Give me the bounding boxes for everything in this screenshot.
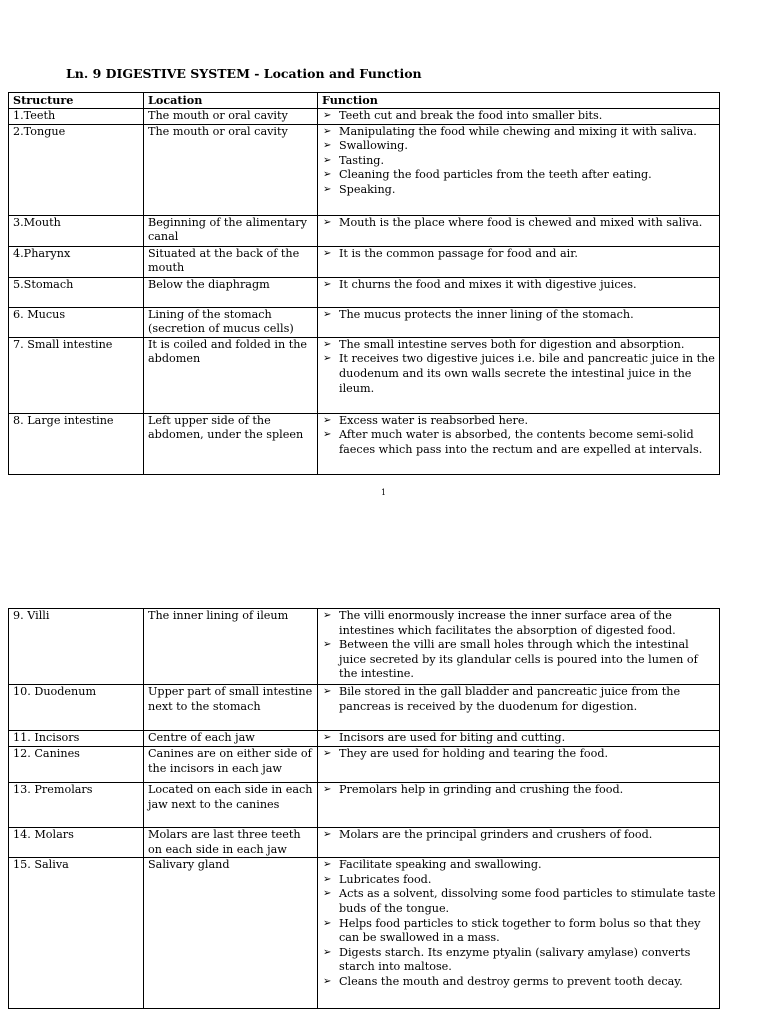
function-item: ➢ They are used for holding and tearing the food.	[322, 747, 716, 762]
location-cell: Canines are on either side of the incisors in each jaw	[144, 747, 318, 783]
table-row	[9, 747, 720, 783]
structure-table-2	[8, 608, 720, 1009]
structure-cell: 9. Villi	[9, 609, 144, 685]
function-cell	[318, 108, 720, 124]
structure-cell: 7. Small intestine	[9, 337, 144, 413]
function-item: ➢ It is the common passage for food and air.	[322, 247, 716, 262]
function-cell	[318, 215, 720, 246]
function-cell	[318, 858, 720, 1009]
location-cell: Left upper side of the abdomen, under the spleen	[144, 413, 318, 474]
location-cell: Lining of the stomach (secretion of mucus cells)	[144, 307, 318, 337]
function-item: ➢ Teeth cut and break the food into smaller bits.	[322, 109, 716, 124]
function-item: ➢ The villi enormously increase the inner surface area of the intestines which facilitates the absorption of digested food.	[322, 609, 716, 638]
function-item: ➢ Speaking.	[322, 183, 716, 198]
function-item: ➢ After much water is absorbed, the contents become semi-solid faeces which pass into the rectum and are expelled at intervals.	[322, 428, 716, 457]
location-cell: The mouth or oral cavity	[144, 124, 318, 215]
function-list	[322, 731, 716, 746]
function-cell	[318, 413, 720, 474]
location-cell: It is coiled and folded in the abdomen	[144, 337, 318, 413]
function-cell	[318, 783, 720, 828]
structure-cell: 6. Mucus	[9, 307, 144, 337]
structure-table-1	[8, 92, 720, 475]
function-cell	[318, 124, 720, 215]
function-item: ➢ Incisors are used for biting and cutting.	[322, 731, 716, 746]
function-item: ➢ Lubricates food.	[322, 873, 716, 888]
function-cell	[318, 246, 720, 277]
function-list	[322, 338, 716, 396]
function-item: ➢ Cleaning the food particles from the teeth after eating.	[322, 168, 716, 183]
table-row	[9, 307, 720, 337]
page-title: Ln. 9 DIGESTIVE SYSTEM - Location and Function	[66, 66, 422, 81]
location-cell: Molars are last three teeth on each side in each jaw	[144, 828, 318, 858]
function-cell	[318, 731, 720, 747]
table-row	[9, 246, 720, 277]
function-list	[322, 247, 716, 262]
function-item: ➢ The mucus protects the inner lining of the stomach.	[322, 308, 716, 323]
structure-cell: 15. Saliva	[9, 858, 144, 1009]
function-item: ➢ The small intestine serves both for digestion and absorption.	[322, 338, 716, 353]
location-cell: Located on each side in each jaw next to the canines	[144, 783, 318, 828]
function-list	[322, 308, 716, 323]
location-cell: Salivary gland	[144, 858, 318, 1009]
function-item: ➢ It churns the food and mixes it with digestive juices.	[322, 278, 716, 293]
location-cell: The inner lining of ileum	[144, 609, 318, 685]
function-list	[322, 125, 716, 198]
location-cell: Centre of each jaw	[144, 731, 318, 747]
function-list	[322, 783, 716, 798]
function-item: ➢ Bile stored in the gall bladder and pancreatic juice from the pancreas is received by the duodenum for digestion.	[322, 685, 716, 714]
function-item: ➢ Digests starch. Its enzyme ptyalin (salivary amylase) converts starch into maltose.	[322, 946, 716, 975]
table-row	[9, 685, 720, 731]
function-item: ➢ Swallowing.	[322, 139, 716, 154]
location-cell: The mouth or oral cavity	[144, 108, 318, 124]
structure-cell: 10. Duodenum	[9, 685, 144, 731]
function-cell	[318, 277, 720, 307]
table-row	[9, 828, 720, 858]
function-cell	[318, 828, 720, 858]
function-list	[322, 828, 716, 843]
table-row	[9, 337, 720, 413]
function-item: ➢ Mouth is the place where food is chewed and mixed with saliva.	[322, 216, 716, 231]
table-row	[9, 277, 720, 307]
function-item: ➢ Manipulating the food while chewing and mixing it with saliva.	[322, 125, 716, 140]
location-cell: Situated at the back of the mouth	[144, 246, 318, 277]
function-cell	[318, 609, 720, 685]
table-row	[9, 731, 720, 747]
function-item: ➢ It receives two digestive juices i.e. bile and pancreatic juice in the duodenum and its own walls secrete the intestinal juice in the ileum.	[322, 352, 716, 396]
function-cell	[318, 747, 720, 783]
structure-cell: 8. Large intestine	[9, 413, 144, 474]
table-row	[9, 783, 720, 828]
function-item: ➢ Between the villi are small holes through which the intestinal juice secreted by its glandular cells is poured into the lumen of the intestine.	[322, 638, 716, 682]
structure-cell: 11. Incisors	[9, 731, 144, 747]
table-row	[9, 858, 720, 1009]
function-item: ➢ Facilitate speaking and swallowing.	[322, 858, 716, 873]
table-body-1	[9, 108, 720, 474]
location-cell: Below the diaphragm	[144, 277, 318, 307]
structure-cell: 4.Pharynx	[9, 246, 144, 277]
function-list	[322, 109, 716, 124]
function-list	[322, 278, 716, 293]
function-list	[322, 747, 716, 762]
table-row	[9, 609, 720, 685]
page-number: 1	[381, 488, 387, 497]
function-item: ➢ Excess water is reabsorbed here.	[322, 414, 716, 429]
table-body-2	[9, 609, 720, 1009]
structure-cell: 14. Molars	[9, 828, 144, 858]
function-list	[322, 858, 716, 989]
function-item: ➢ Tasting.	[322, 154, 716, 169]
function-list	[322, 685, 716, 714]
function-list	[322, 609, 716, 682]
structure-cell: 1.Teeth	[9, 108, 144, 124]
structure-cell: 13. Premolars	[9, 783, 144, 828]
structure-cell: 3.Mouth	[9, 215, 144, 246]
function-cell	[318, 307, 720, 337]
function-item: ➢ Premolars help in grinding and crushing the food.	[322, 783, 716, 798]
function-item: ➢ Acts as a solvent, dissolving some food particles to stimulate taste buds of the tongue.	[322, 887, 716, 916]
function-cell	[318, 685, 720, 731]
structure-cell: 2.Tongue	[9, 124, 144, 215]
header-function: Function	[318, 93, 720, 109]
function-item: ➢ Helps food particles to stick together to form bolus so that they can be swallowed in a mass.	[322, 917, 716, 946]
table-row	[9, 215, 720, 246]
header-structure: Structure	[9, 93, 144, 109]
location-cell: Upper part of small intestine next to the stomach	[144, 685, 318, 731]
function-list	[322, 216, 716, 231]
function-cell	[318, 337, 720, 413]
function-item: ➢ Cleans the mouth and destroy germs to prevent tooth decay.	[322, 975, 716, 990]
table-row	[9, 413, 720, 474]
table-row	[9, 108, 720, 124]
structure-cell: 12. Canines	[9, 747, 144, 783]
table-row	[9, 124, 720, 215]
table-header-row	[9, 93, 720, 109]
header-location: Location	[144, 93, 318, 109]
function-item: ➢ Molars are the principal grinders and crushers of food.	[322, 828, 716, 843]
location-cell: Beginning of the alimentary canal	[144, 215, 318, 246]
function-list	[322, 414, 716, 458]
structure-cell: 5.Stomach	[9, 277, 144, 307]
